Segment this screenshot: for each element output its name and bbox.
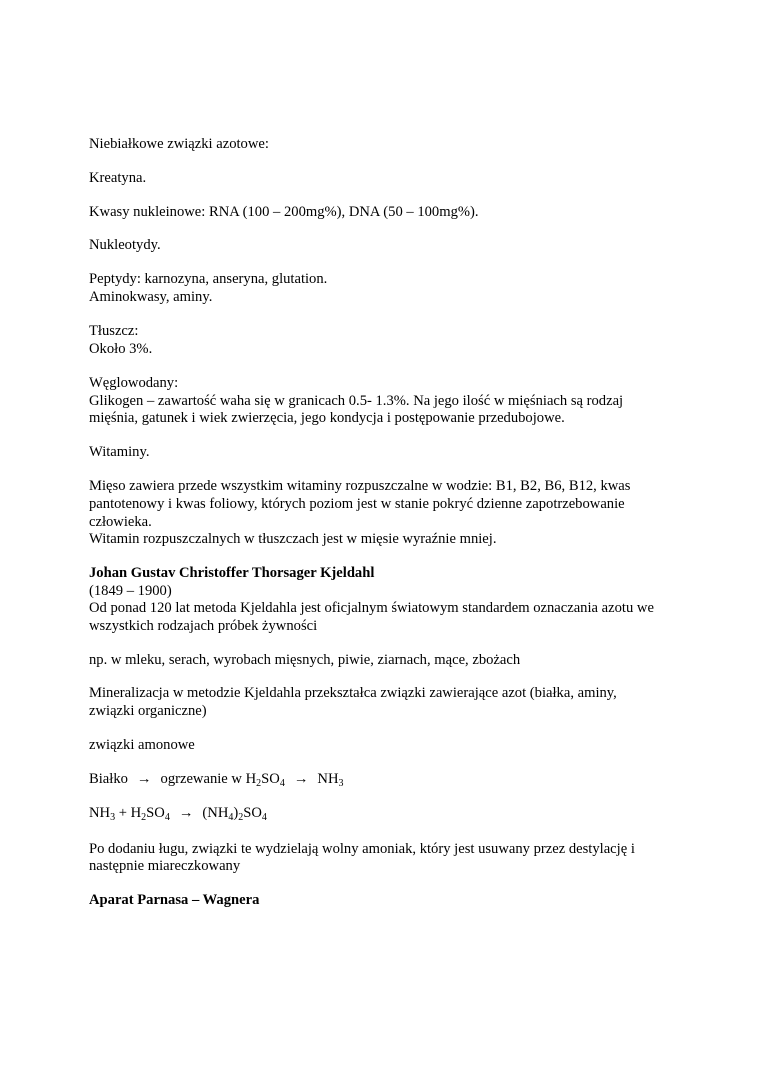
heading-vitamins: Witaminy. (89, 444, 150, 460)
subscript: 4 (261, 812, 267, 823)
paragraph-vitamins-line2: pantotenowy i kwas foliowy, których poziom jest w stanie pokryć dzienne zapotrzebowanie (89, 496, 625, 512)
subscript: 3 (110, 812, 116, 823)
heading-parnas-wagner: Aparat Parnasa – Wagnera (89, 892, 260, 908)
paragraph-distillation-line1: Po dodaniu ługu, związki te wydzielają wolny amoniak, który jest usuwany przez destylację i (89, 841, 635, 857)
paragraph-distillation-line2: następnie miareczkowany (89, 858, 241, 874)
heading-non-protein-nitrogen: Niebiałkowe związki azotowe: (89, 136, 269, 152)
paragraph-glycogen-line1: Glikogen – zawartość waha się w granicach 0.5- 1.3%. Na jego ilość w mięśniach są rodzaj (89, 393, 624, 409)
subscript: 4 (228, 812, 234, 823)
subscript: 3 (338, 778, 344, 789)
subscript: 2 (256, 778, 262, 789)
eq2-product-end: SO (243, 805, 262, 821)
kjeldahl-dates: (1849 – 1900) (89, 583, 172, 599)
arrow-icon: → (293, 771, 309, 787)
paragraph-peptides: Peptydy: karnozyna, anseryna, glutation. (89, 271, 328, 287)
paragraph-creatine: Kreatyna. (89, 170, 147, 186)
paragraph-kjeldahl-line1: Od ponad 120 lat metoda Kjeldahla jest oficjalnym światowym standardem oznaczania azotu we (89, 600, 654, 616)
paragraph-nucleic-acids: Kwasy nukleinowe: RNA (100 – 200mg%), DNA (50 – 100mg%). (89, 204, 479, 220)
paragraph-vitamins-line4: Witamin rozpuszczalnych w tłuszczach jest w mięsie wyraźnie mniej. (89, 531, 497, 547)
subscript: 4 (279, 778, 285, 789)
arrow-icon: → (178, 805, 194, 821)
paragraph-vitamins-line1: Mięso zawiera przede wszystkim witaminy rozpuszczalne w wodzie: B1, B2, B6, B12, kwas (89, 478, 631, 494)
eq1-condition: ogrzewanie w H (160, 771, 257, 787)
eq1-condition-mid: SO (261, 771, 280, 787)
subscript: 4 (164, 812, 170, 823)
eq2-reactant-a: NH (89, 805, 111, 821)
heading-kjeldahl: Johan Gustav Christoffer Thorsager Kjeldahl (89, 565, 375, 581)
eq2-reactant-b-mid: SO (146, 805, 165, 821)
equation-2 (89, 804, 267, 822)
paragraph-kjeldahl-line2: wszystkich rodzajach próbek żywności (89, 618, 318, 634)
paragraph-fat-value: Około 3%. (89, 341, 153, 357)
subscript: 2 (141, 812, 147, 823)
paragraph-vitamins-line3: człowieka. (89, 514, 152, 530)
subscript: 2 (238, 812, 244, 823)
paragraph-examples: np. w mleku, serach, wyrobach mięsnych, piwie, ziarnach, mące, zbożach (89, 652, 521, 668)
heading-fat: Tłuszcz: (89, 323, 139, 339)
eq1-reactant: Białko (89, 771, 128, 787)
eq2-product-mid: ) (233, 805, 239, 821)
paragraph-mineralization-line1: Mineralizacja w metodzie Kjeldahla przekształca związki zawierające azot (białka, aminy, (89, 685, 617, 701)
paragraph-mineralization-line2: związki organiczne) (89, 703, 207, 719)
eq2-reactant-b: + H (115, 805, 142, 821)
paragraph-nucleotides: Nukleotydy. (89, 237, 161, 253)
paragraph-ammonium: związki amonowe (89, 737, 195, 753)
arrow-icon: → (136, 771, 152, 787)
eq2-product: (NH (202, 805, 229, 821)
paragraph-glycogen-line2: mięśnia, gatunek i wiek zwierzęcia, jego kondycja i postępowanie przedubojowe. (89, 410, 565, 426)
paragraph-amino-acids: Aminokwasy, aminy. (89, 289, 213, 305)
equation-1 (89, 770, 344, 788)
heading-carbohydrates: Węglowodany: (89, 375, 179, 391)
eq1-product: NH (317, 771, 339, 787)
